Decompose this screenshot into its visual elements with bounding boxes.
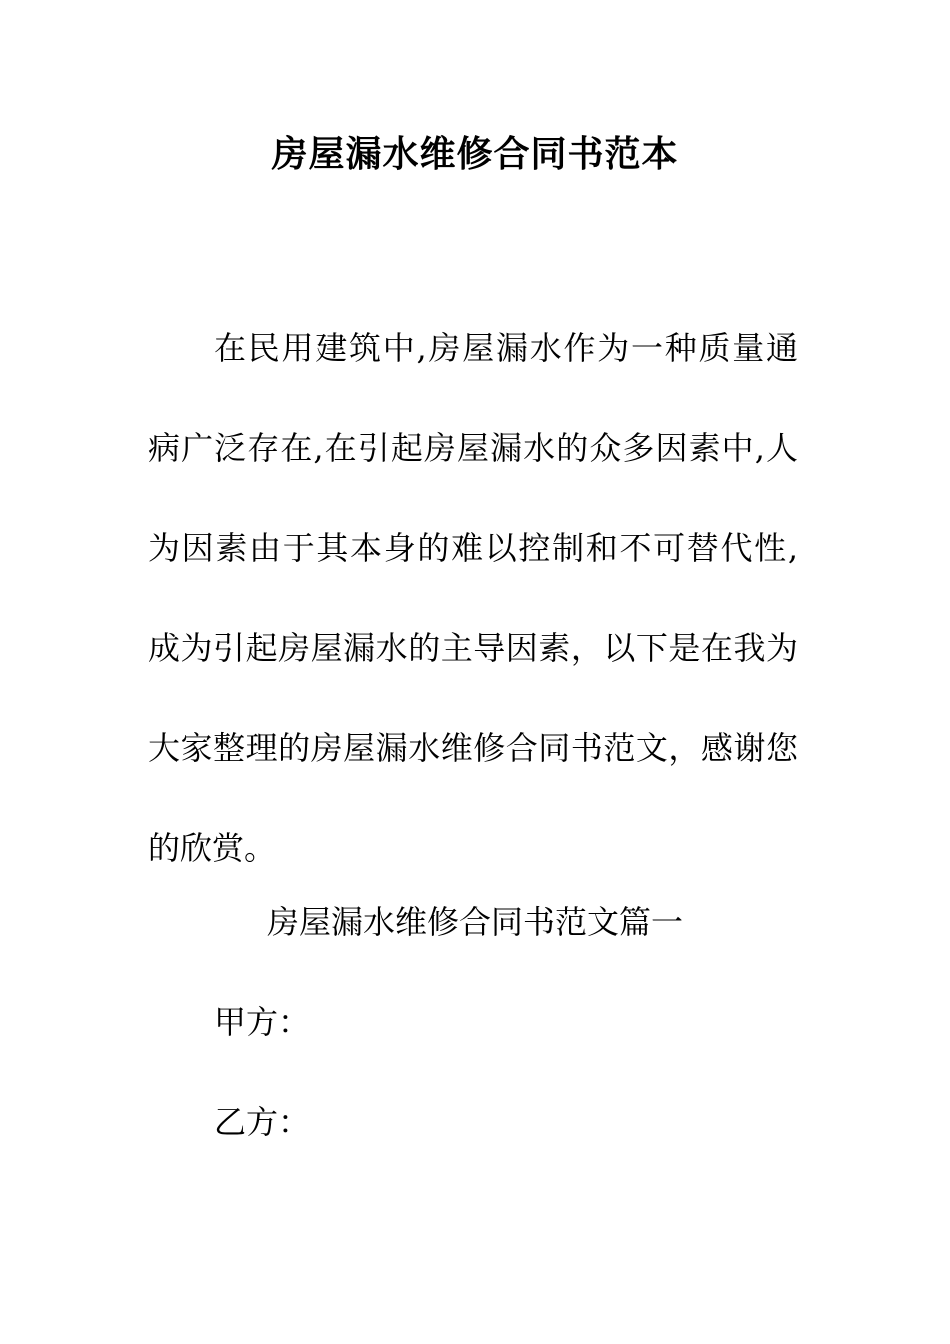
party-a-label: 甲方： xyxy=(214,1003,311,1041)
document-title: 房屋漏水维修合同书范本 xyxy=(271,133,679,175)
intro-paragraph: 在民用建筑中,房屋漏水作为一种质量通病广泛存在,在引起房屋漏水的众多因素中,人为因素由于其本身的难以控制和不可替代性,成为引起房屋漏水的主导因素，以下是在我为大家整理的房屋漏水维修合同书范文，感谢您的欣赏。 xyxy=(148,329,798,867)
section-heading: 房屋漏水维修合同书范文篇一 xyxy=(266,903,683,941)
party-b-label: 乙方： xyxy=(214,1103,311,1141)
